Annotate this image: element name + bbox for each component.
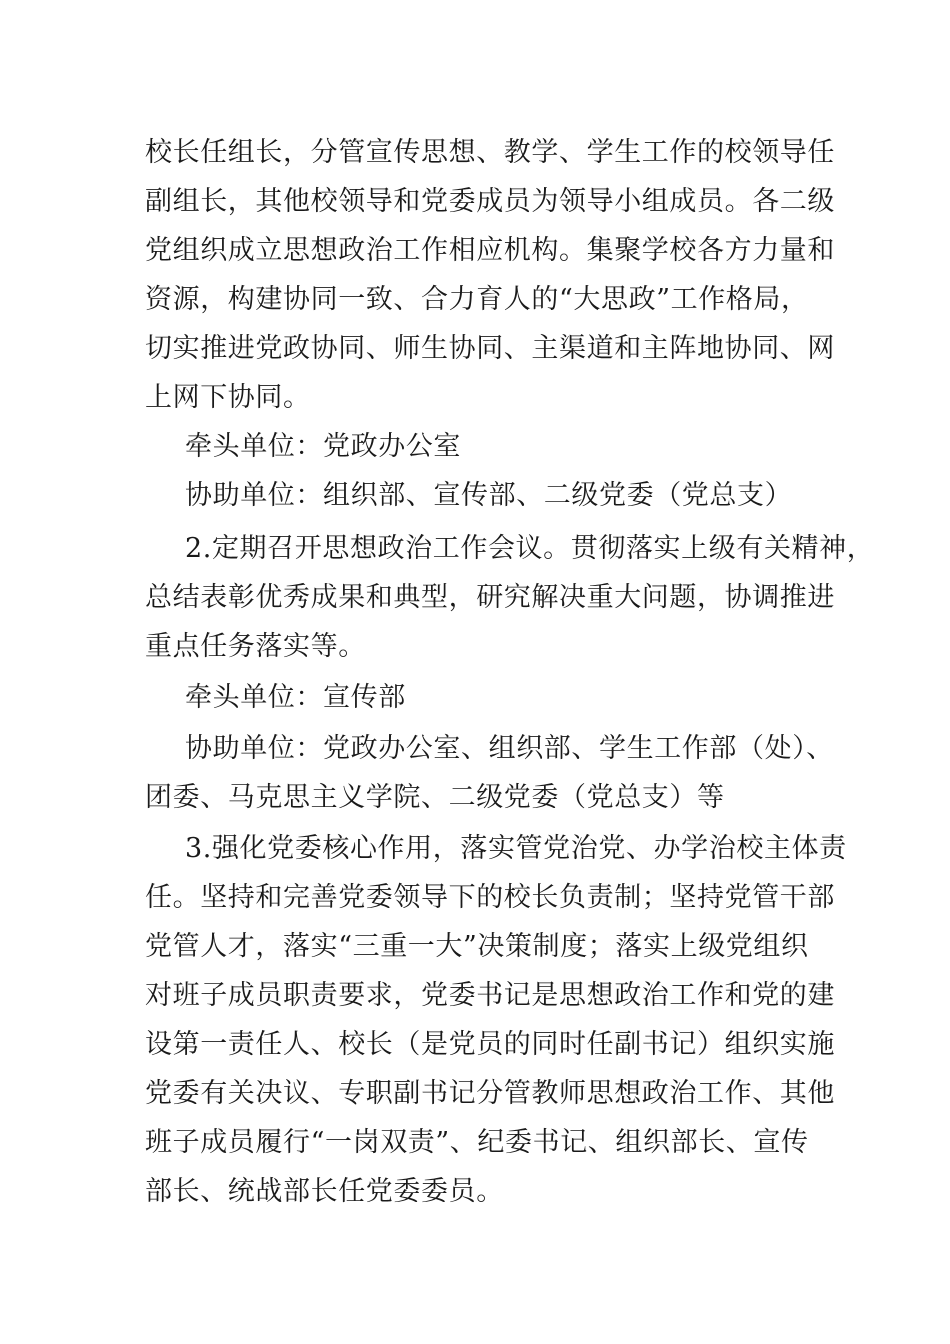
paragraph-line: 团委、马克思主义学院、二级党委（党总支）等 — [145, 782, 725, 813]
paragraph-line: 总结表彰优秀成果和典型，研究解决重大问题，协调推进 — [145, 582, 835, 613]
paragraph-line: 对班子成员职责要求，党委书记是思想政治工作和党的建 — [145, 980, 835, 1011]
paragraph-line: 班子成员履行“一岗双责”、纪委书记、组织部长、宣传 — [145, 1127, 809, 1158]
paragraph-line: 任。坚持和完善党委领导下的校长负责制；坚持党管干部 — [145, 882, 835, 913]
assist-unit-line: 协助单位：党政办公室、组织部、学生工作部（处）、 — [185, 733, 834, 764]
paragraph-line: 设第一责任人、校长（是党员的同时任副书记）组织实施 — [145, 1029, 835, 1060]
paragraph-line: 重点任务落实等。 — [145, 631, 366, 662]
paragraph-line: 上网下协同。 — [145, 382, 311, 413]
item-heading-line: 2.定期召开思想政治工作会议。贯彻落实上级有关精神， — [185, 533, 875, 564]
paragraph-line: 党组织成立思想政治工作相应机构。集聚学校各方力量和 — [145, 235, 835, 266]
lead-unit-line: 牵头单位：党政办公室 — [185, 431, 461, 462]
paragraph-line: 资源，构建协同一致、合力育人的“大思政”工作格局， — [145, 284, 809, 315]
paragraph-line: 党管人才，落实“三重一大”决策制度；落实上级党组织 — [145, 931, 809, 962]
lead-unit-line: 牵头单位：宣传部 — [185, 682, 406, 713]
assist-unit-line: 协助单位：组织部、宣传部、二级党委（党总支） — [185, 480, 793, 511]
paragraph-line: 校长任组长，分管宣传思想、教学、学生工作的校领导任 — [145, 137, 835, 168]
paragraph-line: 切实推进党政协同、师生协同、主渠道和主阵地协同、网 — [145, 333, 835, 364]
paragraph-line: 党委有关决议、专职副书记分管教师思想政治工作、其他 — [145, 1078, 835, 1109]
paragraph-line: 部长、统战部长任党委委员。 — [145, 1176, 504, 1207]
item-heading-line: 3.强化党委核心作用，落实管党治党、办学治校主体责 — [185, 833, 847, 864]
paragraph-line: 副组长，其他校领导和党委成员为领导小组成员。各二级 — [145, 186, 835, 217]
